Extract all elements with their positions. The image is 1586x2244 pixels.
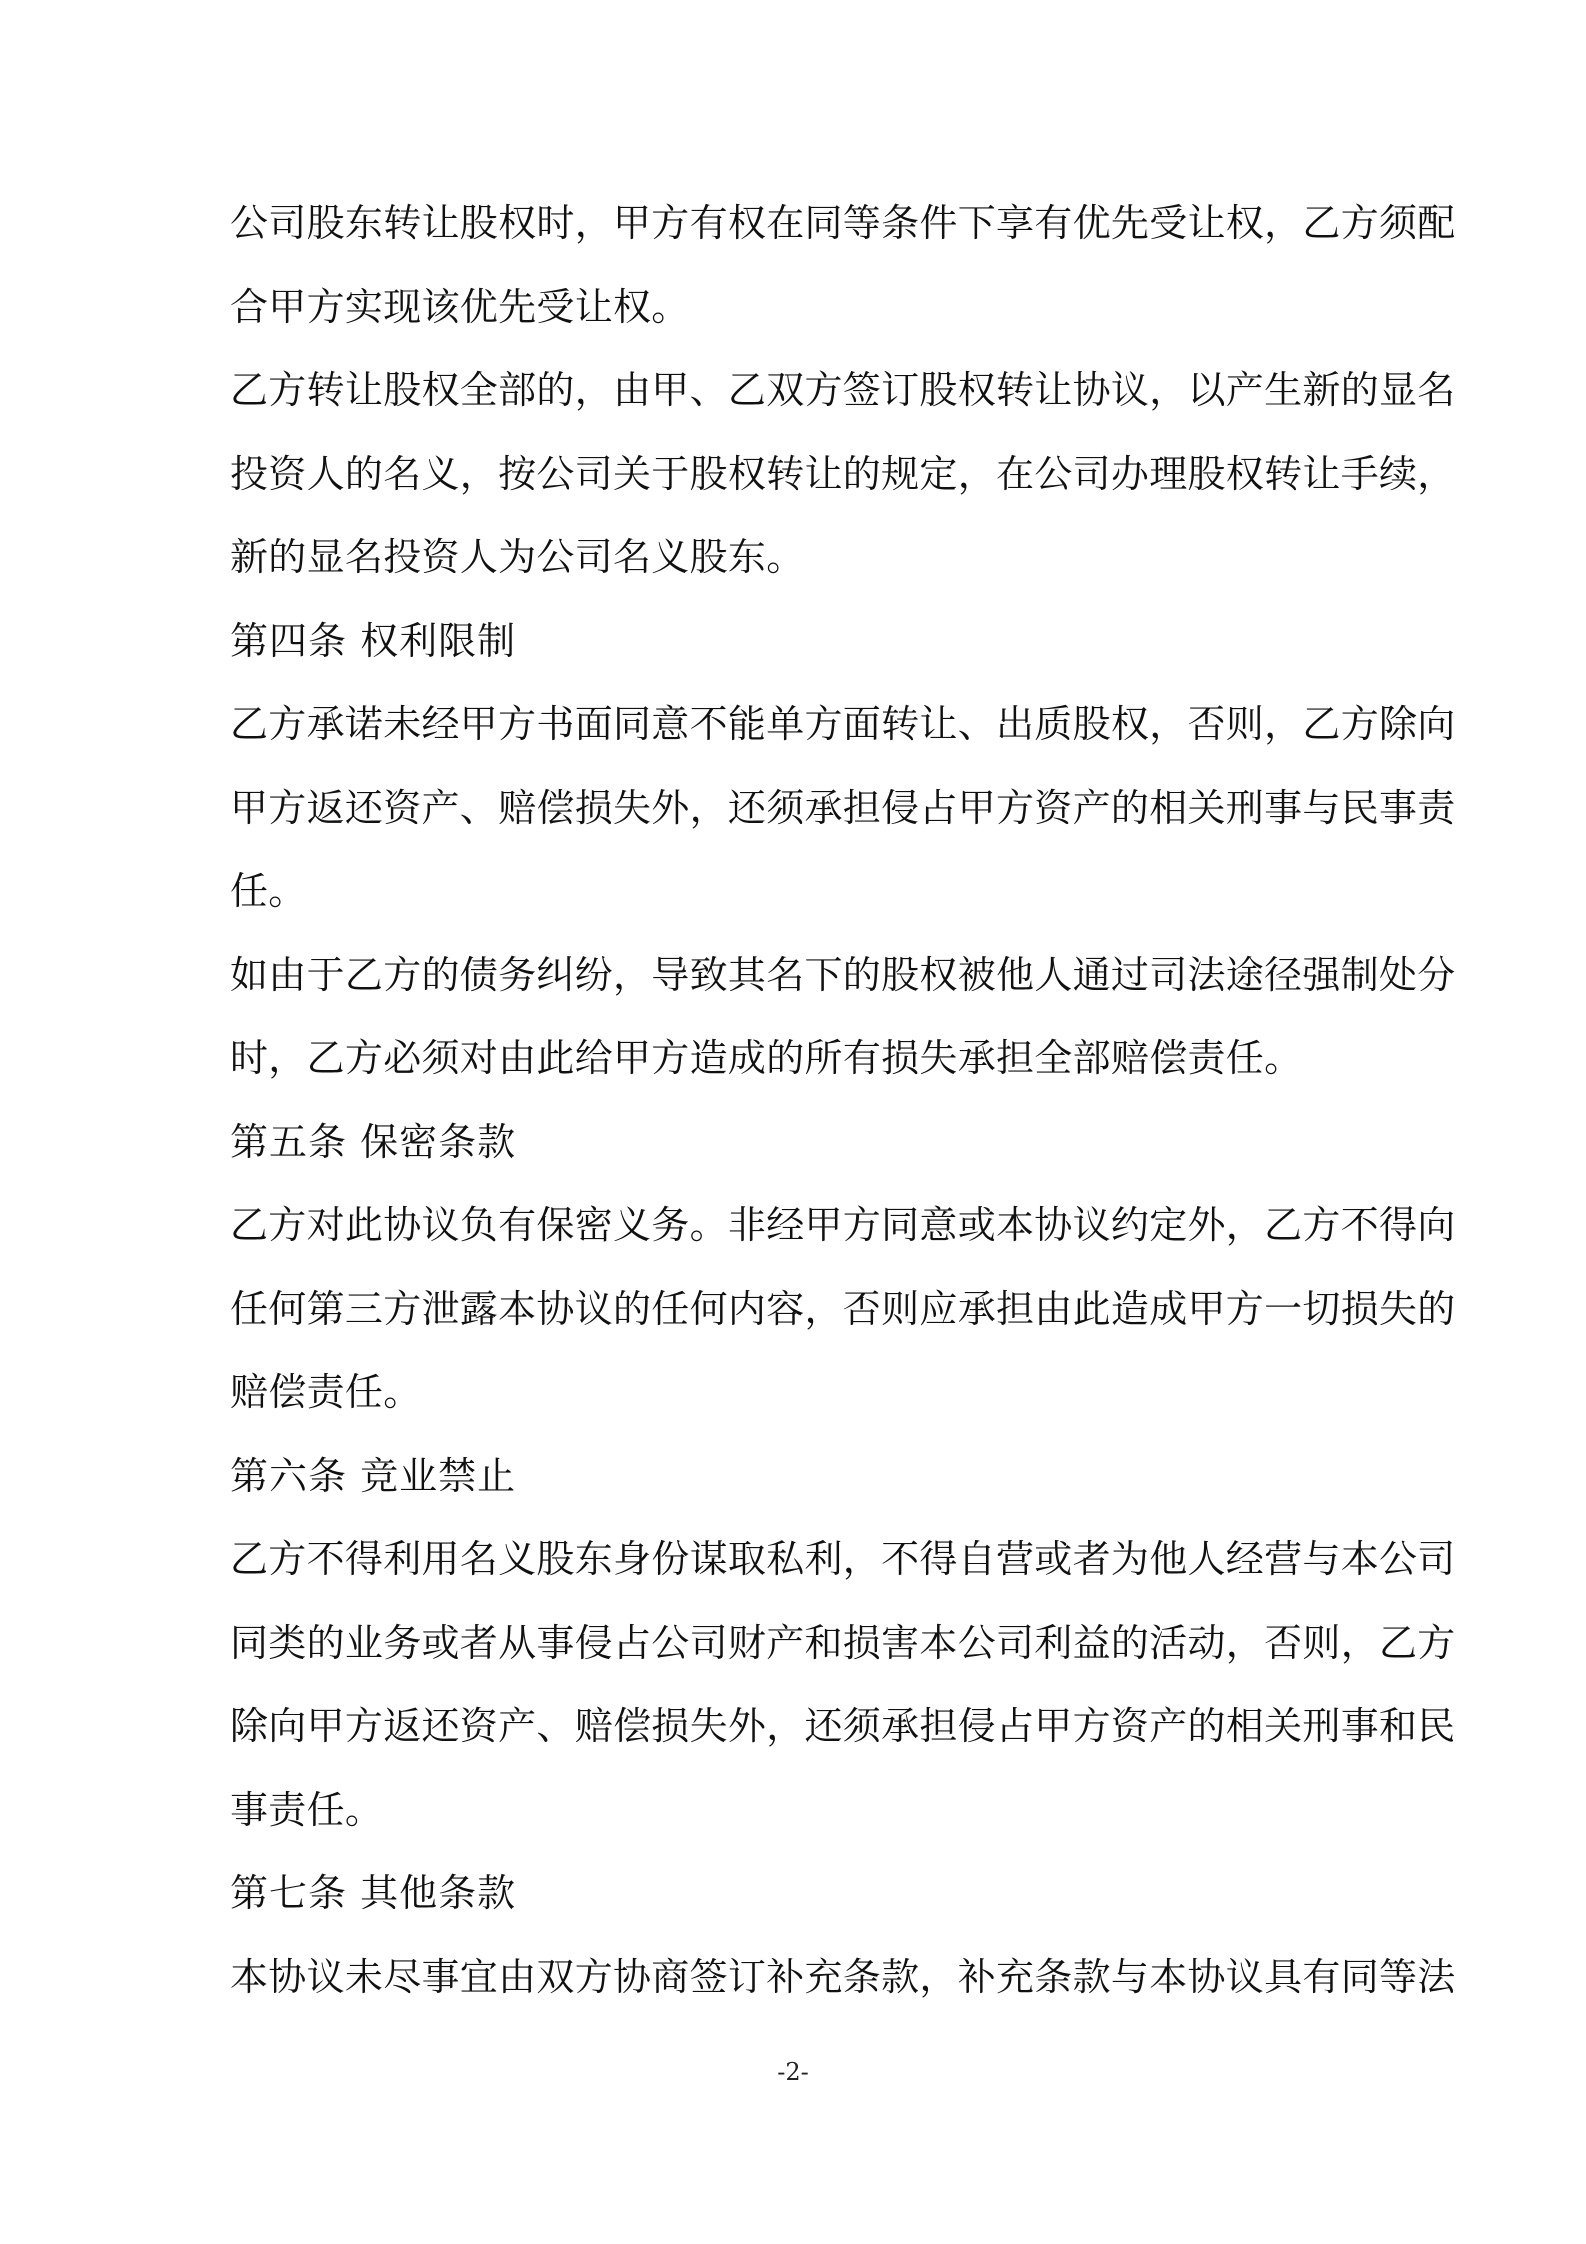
body-line: 任。 xyxy=(230,869,307,913)
body-line: 甲方返还资产、赔偿损失外，还须承担侵占甲方资产的相关刑事与民事责 xyxy=(230,785,1456,830)
document-body xyxy=(230,182,1456,2019)
body-line: 乙方不得利用名义股东身份谋取私利，不得自营或者为他人经营与本公司 xyxy=(230,1537,1456,1581)
body-line: 本协议未尽事宜由双方协商签订补充条款，补充条款与本协议具有同等法 xyxy=(230,1954,1456,1999)
section-heading-article-5: 第五条 保密条款 xyxy=(230,1119,517,1164)
body-line: 事责任。 xyxy=(230,1787,384,1832)
body-line: 新的显名投资人为公司名义股东。 xyxy=(230,535,805,579)
body-line: 公司股东转让股权时，甲方有权在同等条件下享有优先受让权，乙方须配 xyxy=(230,201,1456,245)
body-line: 乙方承诺未经甲方书面同意不能单方面转让、出质股权，否则，乙方除向 xyxy=(230,702,1456,746)
body-line: 乙方对此协议负有保密义务。非经甲方同意或本协议约定外，乙方不得向 xyxy=(230,1203,1456,1247)
body-line: 如由于乙方的债务纠纷，导致其名下的股权被他人通过司法途径强制处分 xyxy=(230,952,1456,997)
body-line: 合甲方实现该优先受让权。 xyxy=(230,284,690,329)
page-number: -2- xyxy=(777,2058,809,2086)
body-line: 任何第三方泄露本协议的任何内容，否则应承担由此造成甲方一切损失的 xyxy=(230,1286,1456,1331)
body-line: 同类的业务或者从事侵占公司财产和损害本公司利益的活动，否则，乙方 xyxy=(230,1620,1456,1665)
body-line: 投资人的名义，按公司关于股权转让的规定，在公司办理股权转让手续， xyxy=(230,451,1456,496)
body-line: 除向甲方返还资产、赔偿损失外，还须承担侵占甲方资产的相关刑事和民 xyxy=(230,1704,1456,1748)
section-heading-article-6: 第六条 竞业禁止 xyxy=(230,1453,517,1498)
body-line: 乙方转让股权全部的，由甲、乙双方签订股权转让协议，以产生新的显名 xyxy=(230,368,1456,412)
body-line: 时，乙方必须对由此给甲方造成的所有损失承担全部赔偿责任。 xyxy=(230,1036,1303,1080)
body-line: 赔偿责任。 xyxy=(230,1370,422,1414)
section-heading-article-7: 第七条 其他条款 xyxy=(230,1871,517,1915)
section-heading-article-4: 第四条 权利限制 xyxy=(230,618,517,663)
